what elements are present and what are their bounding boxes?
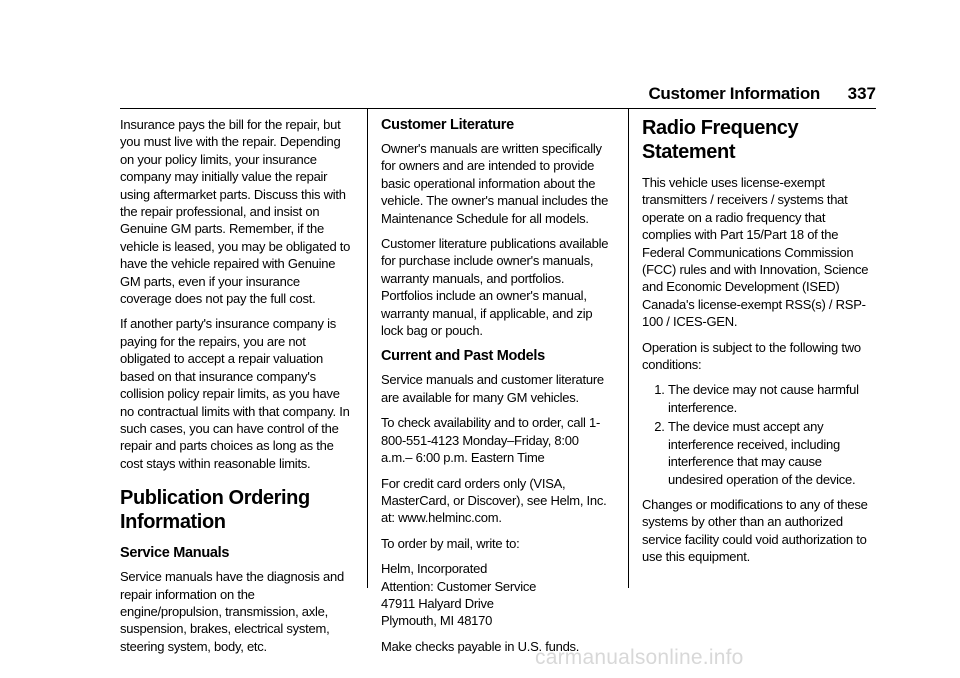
section-title: Customer Information [648,84,820,103]
page-header [0,84,876,104]
other-party-paragraph: If another party's insurance company is paying for the repairs, you are not obligated to accept a repair valuation based on that insurance company's collision policy repair limits, as you have no contractual limits with that company. In such cases, you can have control of the repair and parts choices as long as the cost stays within reasonable limits. [120,316,350,471]
column-2 [381,116,613,663]
header-rule [120,108,876,109]
column-divider-1 [367,108,368,588]
literature-publications-paragraph: Customer literature publications available for purchase include owner's manuals, warranty manuals, and portfolios. Portfolios include an owner's manual, warranty manual, if applicable, and zip lock bag or pouch. [381,236,609,339]
current-past-models-heading: Current and Past Models [381,348,545,365]
list-item: 2. The device must accept any interference received, including interference that may cause undesired operation of the device. [668,418,876,488]
modifications-paragraph: Changes or modifications to any of these systems by other than an authorized service facility could void authorization to use this equipment. [642,496,868,565]
mailing-address: Helm, Incorporated Attention: Customer Service 47911 Halyard Drive Plymouth, MI 48170 [381,561,537,629]
customer-literature-heading: Customer Literature [381,117,514,133]
credit-card-paragraph: For credit card orders only (VISA, MasterCard, or Discover), see Helm, Inc. at: www.helminc.com. [381,475,607,526]
service-manuals-heading: Service Manuals [120,545,230,562]
list-item: 1. The device may not cause harmful interference. [668,381,876,416]
publication-ordering-heading: Publication Ordering Information [120,487,310,534]
column-3 [642,116,876,574]
column-divider-2 [628,108,629,588]
phone-order-paragraph: To check availability and to order, call 1-800-551-4123 Monday–Friday, 8:00 a.m.– 6:00 p.m. Eastern Time [381,415,601,466]
service-manuals-paragraph: Service manuals have the diagnosis and repair information on the engine/propulsion, transmission, axle, suspension, brakes, electrical system, steering system, body, etc. [120,569,344,654]
conditions-paragraph: Operation is subject to the following two conditions: [642,339,861,373]
column-1 [120,116,352,663]
checks-paragraph: Make checks payable in U.S. funds. [381,638,580,654]
owners-manual-paragraph: Owner's manuals are written specifically for owners and are intended to provide basic operational information about the vehicle. The owner's manual includes the Maintenance Schedule for all models. [381,141,609,226]
radio-frequency-paragraph: This vehicle uses license-exempt transmitters / receivers / systems that operate on a radio frequency that complies with Part 15/Part 18 of the Federal Communications Commission (FCC) rules and with Innovation, Science and Economic Development (ISED) Canada's license-exempt RSS(s) / RSP-100 / ICES-GEN. [642,175,869,330]
availability-paragraph: Service manuals and customer literature are available for many GM vehicles. [381,372,604,405]
insurance-paragraph: Insurance pays the bill for the repair, but you must live with the repair. Depending on your policy limits, your insurance company may initially value the repair using aftermarket parts. Discuss this with the repair professional, and insist on Genuine GM parts. Remember, if the vehicle is leased, you may be obligated to have the vehicle repaired with Genuine GM parts, even if your insurance coverage does not pay the full cost. [120,117,351,307]
conditions-list [642,381,876,487]
radio-frequency-heading: Radio Frequency Statement [642,117,799,163]
watermark: carmanualsonline.info [535,646,744,669]
page-number: 337 [847,84,876,103]
mail-order-paragraph: To order by mail, write to: [381,535,520,551]
